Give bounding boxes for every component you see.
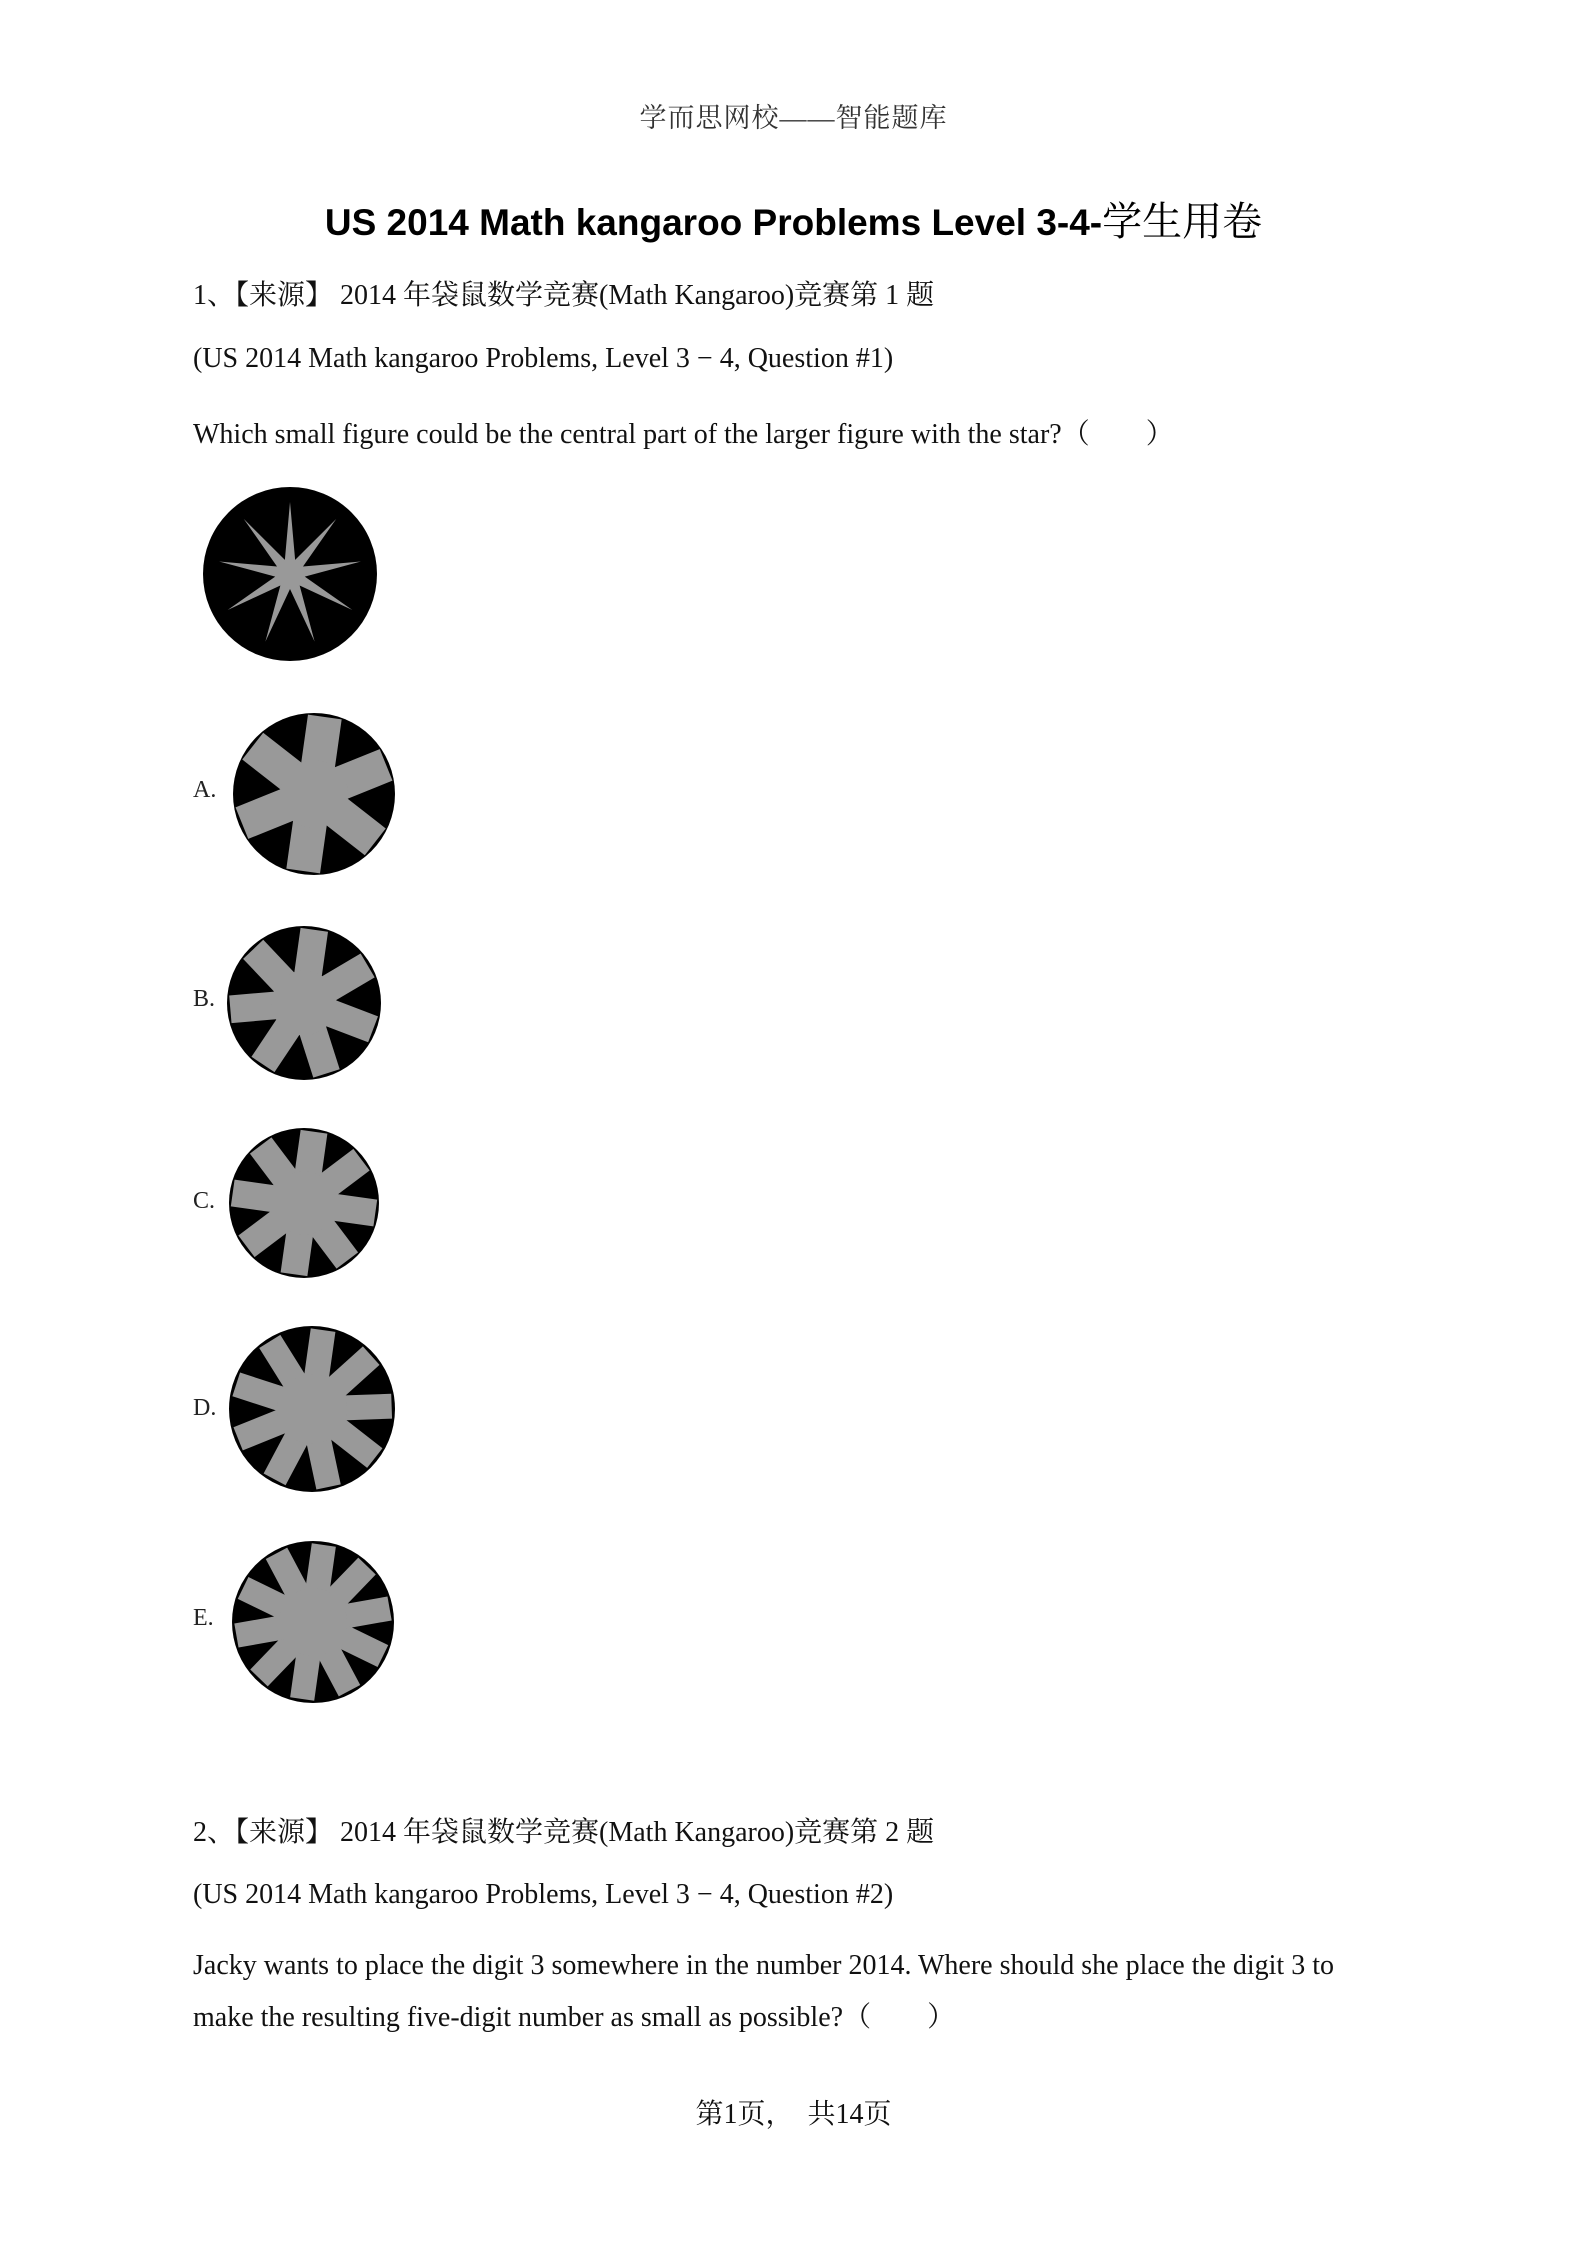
- option-a-figure[interactable]: [232, 712, 396, 876]
- star-figure: [200, 484, 380, 664]
- option-b-figure[interactable]: [226, 925, 382, 1081]
- q2-source-line: [193, 1810, 934, 1850]
- option-d-label: D.: [193, 1395, 217, 1421]
- option-e-figure[interactable]: [231, 1540, 395, 1704]
- page-footer: 第1页， 共14页: [695, 2099, 892, 2130]
- q2-source-label: 【来源】: [235, 1817, 334, 1848]
- q2-question-text: Jacky wants to place the digit 3 somewhere in the number 2014. Where should she place the digit 3 to make the resulting five-digit number as small as possible?（ ）: [193, 1950, 1334, 2033]
- q2-reference: (US 2014 Math kangaroo Problems, Level 3 − 4, Question #2): [193, 1879, 894, 1910]
- hub: [272, 971, 337, 1036]
- option-d-figure[interactable]: [228, 1325, 396, 1493]
- option-a-label: A.: [193, 777, 217, 803]
- q1-question-text: Which small figure could be the central part of the larger figure with the star?（ ）: [193, 419, 1174, 450]
- hub: [279, 1588, 347, 1656]
- option-b-label: B.: [193, 986, 216, 1012]
- hub: [277, 1374, 347, 1444]
- q2-number: 2、: [193, 1817, 236, 1848]
- page-header: 学而思网校——智能题库: [639, 103, 948, 133]
- option-e-label: E.: [193, 1605, 214, 1631]
- q1-source-line: [193, 273, 934, 313]
- title-main: US 2014 Math kangaroo Problems Level 3-4-: [324, 202, 1103, 243]
- hub: [280, 760, 348, 828]
- title-suffix: 学生用卷: [1102, 199, 1263, 245]
- q1-source-label: 【来源】: [235, 280, 334, 311]
- q1-number: 1、: [193, 280, 236, 311]
- q1-reference: (US 2014 Math kangaroo Problems, Level 3 − 4, Question #1): [193, 343, 894, 374]
- q2-source: 2014 年袋鼠数学竞赛(Math Kangaroo)竞赛第 2 题: [340, 1817, 935, 1848]
- page-title: [0, 190, 1587, 247]
- q1-source: 2014 年袋鼠数学竞赛(Math Kangaroo)竞赛第 1 题: [340, 280, 935, 311]
- option-c-figure[interactable]: [228, 1127, 380, 1279]
- option-c-label: C.: [193, 1188, 216, 1214]
- hub: [273, 1172, 336, 1235]
